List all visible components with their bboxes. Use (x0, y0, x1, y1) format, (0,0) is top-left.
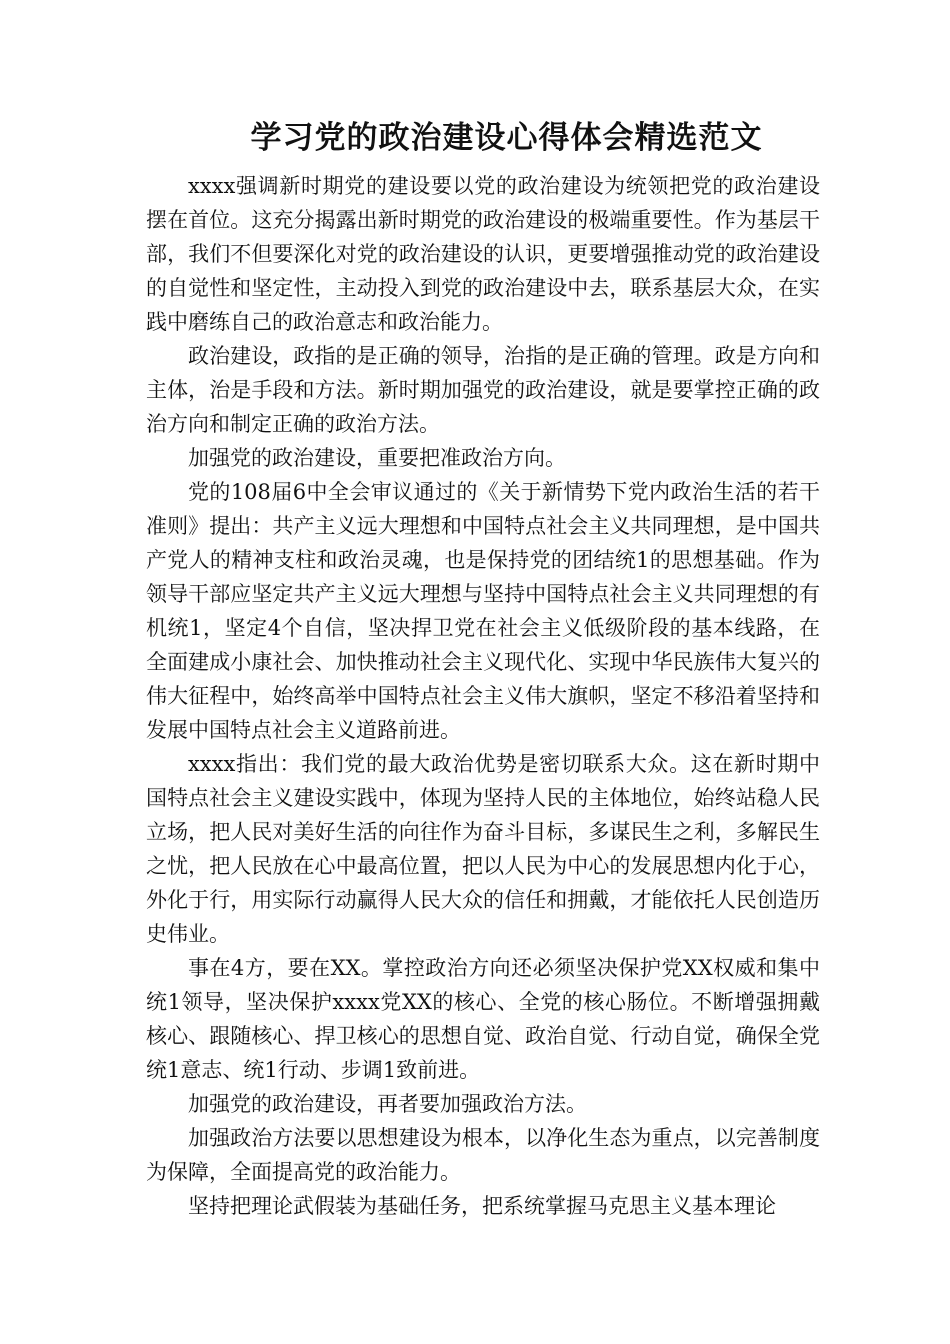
paragraph-4: 党的108届6中全会审议通过的《关于新情势下党内政治生活的若干准则》提出：共产主义远大理想和中国特点社会主义共同理想，是中国共产党人的精神支柱和政治灵魂，也是保持党的团结统1的思想基础。作为领导干部应坚定共产主义远大理想与坚持中国特点社会主义共同理想的有机统1，坚定4个自信，坚决捍卫党在社会主义低级阶段的基本线路，在全面建成小康社会、加快推动社会主义现代化、实现中华民族伟大复兴的伟大征程中，始终高举中国特点社会主义伟大旗帜，坚定不移沿着坚持和发展中国特点社会主义道路前进。 (146, 480, 820, 742)
paragraph-7: 加强党的政治建设，再者要加强政治方法。 (188, 1092, 587, 1116)
paragraph-9: 坚持把理论武假装为基础任务，把系统掌握马克思主义基本理论 (188, 1194, 776, 1218)
paragraph-2: 政治建设，政指的是正确的领导，治指的是正确的管理。政是方向和主体，治是手段和方法。新时期加强党的政治建设，就是要掌控正确的政治方向和制定正确的政治方法。 (146, 344, 820, 436)
paragraph-1: xxxx强调新时期党的建设要以党的政治建设为统领把党的政治建设摆在首位。这充分揭露出新时期党的政治建设的极端重要性。作为基层干部，我们不但要深化对党的政治建设的认识，更要增强推动党的政治建设的自觉性和坚定性，主动投入到党的政治建设中去，联系基层大众，在实践中磨练自己的政治意志和政治能力。 (146, 174, 820, 334)
paragraph-6: 事在4方，要在XX。掌控政治方向还必须坚决保护党XX权威和集中统1领导，坚决保护xxxx党XX的核心、全党的核心肠位。不断增强拥戴核心、跟随核心、捍卫核心的思想自觉、政治自觉、行动自觉，确保全党统1意志、统1行动、步调1致前进。 (146, 956, 820, 1082)
document-body (146, 169, 820, 1223)
paragraph-8: 加强政治方法要以思想建设为根本，以净化生态为重点，以完善制度为保障，全面提高党的政治能力。 (146, 1126, 820, 1184)
paragraph-5: xxxx指出：我们党的最大政治优势是密切联系大众。这在新时期中国特点社会主义建设实践中，体现为坚持人民的主体地位，始终站稳人民立场，把人民对美好生活的向往作为奋斗目标，多谋民生之利，多解民生之忧，把人民放在心中最高位置，把以人民为中心的发展思想内化于心，外化于行，用实际行动赢得人民大众的信任和拥戴，才能依托人民创造历史伟业。 (146, 752, 820, 946)
paragraph-3: 加强党的政治建设，重要把准政治方向。 (188, 446, 566, 470)
document-title: 学习党的政治建设心得体会精选范文 (250, 120, 763, 156)
